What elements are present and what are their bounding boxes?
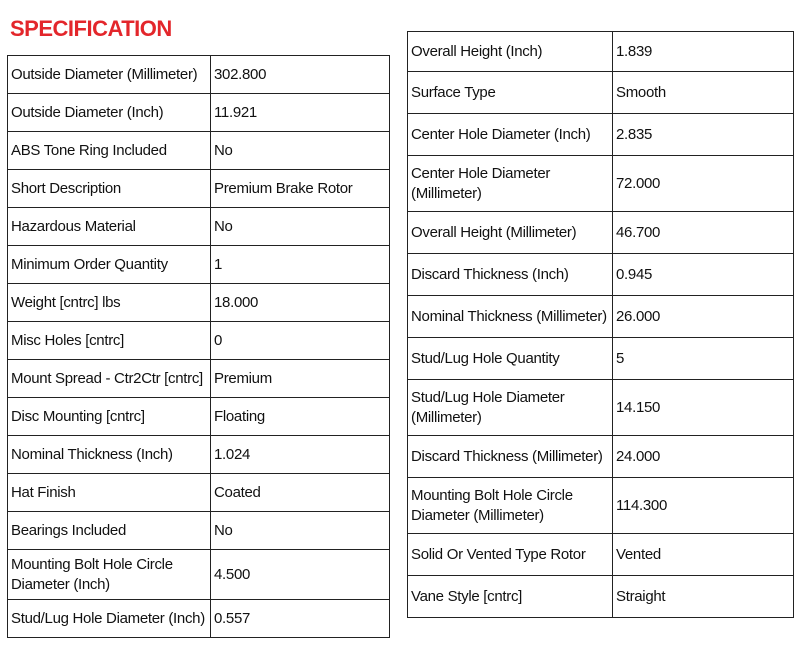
spec-label: Discard Thickness (Millimeter) bbox=[408, 436, 613, 478]
spec-value: Premium Brake Rotor bbox=[211, 170, 390, 208]
spec-row bbox=[408, 156, 794, 212]
spec-label: Nominal Thickness (Millimeter) bbox=[408, 296, 613, 338]
spec-value: No bbox=[211, 132, 390, 170]
spec-label: Outside Diameter (Inch) bbox=[8, 94, 211, 132]
spec-row bbox=[408, 478, 794, 534]
spec-label: Outside Diameter (Millimeter) bbox=[8, 56, 211, 94]
spec-label: Vane Style [cntrc] bbox=[408, 576, 613, 618]
spec-row bbox=[8, 436, 390, 474]
page-title: SPECIFICATION bbox=[10, 16, 172, 41]
spec-value: 1 bbox=[211, 246, 390, 284]
spec-label: Short Description bbox=[8, 170, 211, 208]
spec-value: 24.000 bbox=[613, 436, 794, 478]
spec-row bbox=[408, 114, 794, 156]
spec-label: Stud/Lug Hole Diameter (Inch) bbox=[8, 600, 211, 638]
spec-label: Overall Height (Millimeter) bbox=[408, 212, 613, 254]
spec-row bbox=[408, 534, 794, 576]
spec-value: 14.150 bbox=[613, 380, 794, 436]
spec-value: 0.557 bbox=[211, 600, 390, 638]
spec-row bbox=[8, 170, 390, 208]
spec-row bbox=[8, 132, 390, 170]
spec-value: Vented bbox=[613, 534, 794, 576]
spec-row bbox=[8, 360, 390, 398]
spec-value: 26.000 bbox=[613, 296, 794, 338]
spec-row bbox=[408, 576, 794, 618]
spec-row bbox=[8, 600, 390, 638]
spec-label: Mount Spread - Ctr2Ctr [cntrc] bbox=[8, 360, 211, 398]
spec-label: Bearings Included bbox=[8, 512, 211, 550]
spec-label: Overall Height (Inch) bbox=[408, 32, 613, 72]
spec-label: Minimum Order Quantity bbox=[8, 246, 211, 284]
spec-value: No bbox=[211, 512, 390, 550]
spec-label: ABS Tone Ring Included bbox=[8, 132, 211, 170]
spec-value: 72.000 bbox=[613, 156, 794, 212]
spec-row bbox=[8, 322, 390, 360]
spec-value: 11.921 bbox=[211, 94, 390, 132]
spec-value: 0.945 bbox=[613, 254, 794, 296]
spec-row bbox=[8, 284, 390, 322]
spec-value: Floating bbox=[211, 398, 390, 436]
spec-value: 1.024 bbox=[211, 436, 390, 474]
spec-value: Premium bbox=[211, 360, 390, 398]
spec-row bbox=[408, 296, 794, 338]
spec-value: No bbox=[211, 208, 390, 246]
spec-row bbox=[408, 32, 794, 72]
spec-row bbox=[8, 246, 390, 284]
spec-table-left bbox=[7, 55, 390, 638]
spec-label: Hat Finish bbox=[8, 474, 211, 512]
spec-label: Surface Type bbox=[408, 72, 613, 114]
spec-row bbox=[408, 436, 794, 478]
spec-label: Discard Thickness (Inch) bbox=[408, 254, 613, 296]
spec-value: Smooth bbox=[613, 72, 794, 114]
spec-value: 4.500 bbox=[211, 550, 390, 600]
spec-value: Straight bbox=[613, 576, 794, 618]
spec-label: Solid Or Vented Type Rotor bbox=[408, 534, 613, 576]
spec-value: 46.700 bbox=[613, 212, 794, 254]
spec-label: Disc Mounting [cntrc] bbox=[8, 398, 211, 436]
spec-value: 18.000 bbox=[211, 284, 390, 322]
spec-row bbox=[8, 398, 390, 436]
spec-label: Center Hole Diameter (Inch) bbox=[408, 114, 613, 156]
spec-value: 302.800 bbox=[211, 56, 390, 94]
spec-label: Stud/Lug Hole Diameter (Millimeter) bbox=[408, 380, 613, 436]
spec-row bbox=[8, 550, 390, 600]
spec-row bbox=[8, 512, 390, 550]
spec-row bbox=[8, 56, 390, 94]
spec-row bbox=[408, 72, 794, 114]
spec-label: Weight [cntrc] lbs bbox=[8, 284, 211, 322]
spec-label: Mounting Bolt Hole Circle Diameter (Millimeter) bbox=[408, 478, 613, 534]
spec-value: 114.300 bbox=[613, 478, 794, 534]
spec-row bbox=[408, 380, 794, 436]
spec-row bbox=[8, 208, 390, 246]
spec-table-right bbox=[407, 31, 794, 618]
spec-row bbox=[8, 474, 390, 512]
spec-value: 5 bbox=[613, 338, 794, 380]
spec-label: Hazardous Material bbox=[8, 208, 211, 246]
spec-row bbox=[408, 212, 794, 254]
spec-value: 1.839 bbox=[613, 32, 794, 72]
spec-label: Misc Holes [cntrc] bbox=[8, 322, 211, 360]
spec-value: 2.835 bbox=[613, 114, 794, 156]
spec-label: Mounting Bolt Hole Circle Diameter (Inch) bbox=[8, 550, 211, 600]
spec-row bbox=[408, 338, 794, 380]
spec-label: Nominal Thickness (Inch) bbox=[8, 436, 211, 474]
spec-value: Coated bbox=[211, 474, 390, 512]
spec-row bbox=[408, 254, 794, 296]
spec-value: 0 bbox=[211, 322, 390, 360]
spec-label: Center Hole Diameter (Millimeter) bbox=[408, 156, 613, 212]
spec-label: Stud/Lug Hole Quantity bbox=[408, 338, 613, 380]
spec-row bbox=[8, 94, 390, 132]
